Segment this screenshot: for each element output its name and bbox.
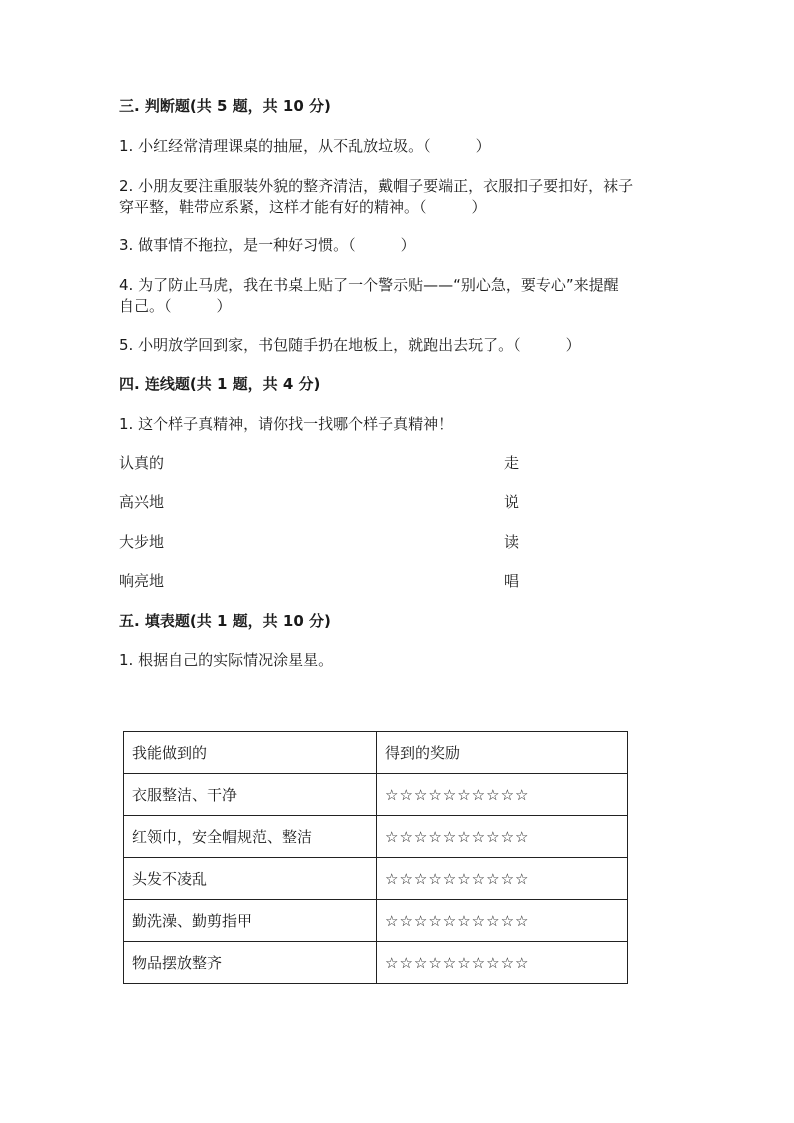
match-left-item: 认真的 bbox=[119, 454, 165, 472]
judge-question-4-line2: 自己。（ ） bbox=[119, 297, 232, 315]
match-left-item: 高兴地 bbox=[119, 493, 165, 511]
match-right-item: 读 bbox=[504, 533, 520, 551]
table-item-cell: 头发不凌乱 bbox=[124, 858, 377, 900]
match-left-item: 大步地 bbox=[119, 533, 165, 551]
table-row bbox=[124, 900, 628, 942]
table-header-row bbox=[124, 732, 628, 774]
table-question-1: 1. 根据自己的实际情况涂星星。 bbox=[119, 651, 334, 669]
judge-question-2-line1: 2. 小朋友要注重服装外貌的整齐清洁，戴帽子要端正，衣服扣子要扣好，袜子 bbox=[119, 177, 634, 195]
table-header-cell: 得到的奖励 bbox=[377, 732, 628, 774]
judge-question-1: 1. 小红经常清理课桌的抽屉，从不乱放垃圾。（ ） bbox=[119, 137, 491, 155]
star-table bbox=[123, 731, 628, 984]
judge-question-3: 3. 做事情不拖拉，是一种好习惯。（ ） bbox=[119, 236, 416, 254]
table-item-cell: 勤洗澡、勤剪指甲 bbox=[124, 900, 377, 942]
section-heading-judge: 三. 判断题(共 5 题，共 10 分) bbox=[119, 97, 331, 115]
table-row bbox=[124, 816, 628, 858]
star-rating[interactable]: ☆☆☆☆☆☆☆☆☆☆ bbox=[377, 816, 628, 858]
table-row bbox=[124, 774, 628, 816]
star-rating[interactable]: ☆☆☆☆☆☆☆☆☆☆ bbox=[377, 900, 628, 942]
judge-question-2-line2: 穿平整，鞋带应系紧，这样才能有好的精神。（ ） bbox=[119, 198, 487, 216]
table-item-cell: 物品摆放整齐 bbox=[124, 942, 377, 984]
table-header-cell: 我能做到的 bbox=[124, 732, 377, 774]
table-row bbox=[124, 942, 628, 984]
table-row bbox=[124, 858, 628, 900]
star-rating[interactable]: ☆☆☆☆☆☆☆☆☆☆ bbox=[377, 858, 628, 900]
section-heading-match: 四. 连线题(共 1 题，共 4 分) bbox=[119, 375, 321, 393]
match-right-item: 走 bbox=[504, 454, 520, 472]
table-item-cell: 衣服整洁、干净 bbox=[124, 774, 377, 816]
match-right-item: 唱 bbox=[504, 572, 520, 590]
match-question-1: 1. 这个样子真精神，请你找一找哪个样子真精神！ bbox=[119, 415, 454, 433]
judge-question-5: 5. 小明放学回到家，书包随手扔在地板上，就跑出去玩了。（ ） bbox=[119, 336, 581, 354]
section-heading-table: 五. 填表题(共 1 题，共 10 分) bbox=[119, 612, 331, 630]
judge-question-4-line1: 4. 为了防止马虎，我在书桌上贴了一个警示贴——“别心急，要专心”来提醒 bbox=[119, 276, 619, 294]
match-left-item: 响亮地 bbox=[119, 572, 165, 590]
star-rating[interactable]: ☆☆☆☆☆☆☆☆☆☆ bbox=[377, 774, 628, 816]
star-rating[interactable]: ☆☆☆☆☆☆☆☆☆☆ bbox=[377, 942, 628, 984]
match-right-item: 说 bbox=[504, 493, 520, 511]
table-item-cell: 红领巾，安全帽规范、整洁 bbox=[124, 816, 377, 858]
